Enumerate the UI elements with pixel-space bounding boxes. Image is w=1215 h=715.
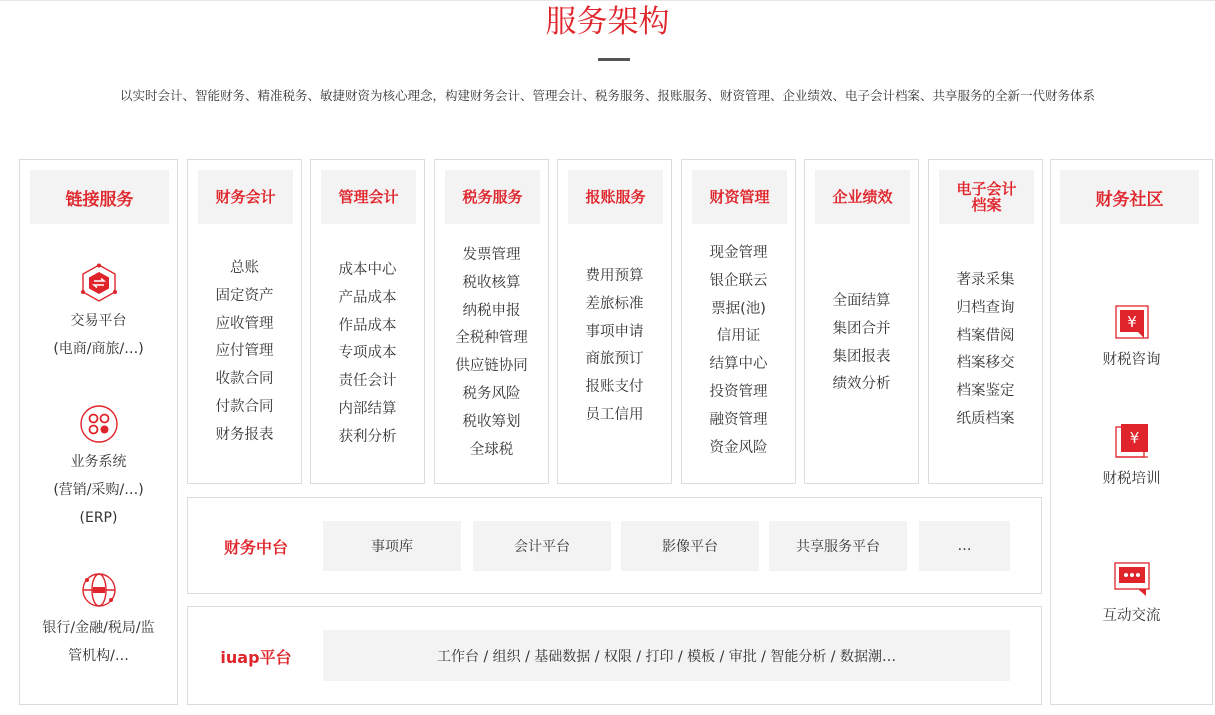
module-item: 档案鉴定	[956, 383, 1015, 400]
module-financial-accounting	[187, 159, 302, 484]
top-divider	[0, 0, 1215, 1]
module-item: 著录采集	[956, 272, 1015, 288]
module-expense-services	[557, 159, 672, 484]
right-item-consult	[1051, 302, 1212, 369]
bank-globe-icon	[79, 570, 119, 610]
chat-bubble-icon	[1112, 558, 1152, 598]
module-item: 内部结算	[338, 400, 397, 417]
right-item-training	[1051, 421, 1212, 488]
module-item: 固定资产	[215, 287, 274, 304]
page-subtitle: 以实时会计、智能财务、精准税务、敏捷财资为核心理念，构建财务会计、管理会计、税务服务、报账服务、财资管理、企业绩效、电子会计档案、共享服务的全新一代财务体系	[119, 88, 1095, 103]
module-item: 税务风险	[462, 385, 521, 402]
left-item-label: 银行/金融/税局/监	[42, 620, 155, 636]
iuap-capabilities: 工作台 / 组织 / 基础数据 / 权限 / 打印 / 模板 / 审批 / 智能分析 / 数据潮…	[323, 630, 1010, 681]
business-system-icon	[79, 404, 119, 444]
link-services-panel	[19, 159, 178, 705]
left-item-business	[20, 404, 177, 532]
page-title: 服务架构	[545, 4, 670, 40]
module-item-list	[311, 257, 424, 452]
module-item: 获利分析	[338, 428, 397, 445]
left-item-transaction	[20, 263, 177, 363]
right-item-label: 财税培训	[1102, 471, 1161, 487]
module-treasury-management	[681, 159, 796, 484]
module-item-list	[929, 267, 1042, 434]
module-item: 税收筹划	[462, 413, 521, 430]
module-item-list	[435, 242, 548, 464]
tax-training-icon	[1112, 421, 1152, 461]
module-item: 信用证	[716, 328, 761, 345]
module-item: 应付管理	[215, 343, 274, 360]
platform-chip: 会计平台	[473, 521, 611, 571]
module-item: 资金风险	[709, 439, 768, 456]
left-item-label: 管机构/…	[68, 648, 129, 664]
module-item: 收款合同	[215, 371, 274, 388]
module-title: 税务服务	[445, 170, 540, 224]
module-item: 纳税申报	[462, 302, 521, 319]
transaction-hexagon-icon	[79, 263, 119, 303]
platform-chip: 事项库	[323, 521, 461, 571]
finance-platform-label: 财务中台	[223, 538, 288, 557]
module-item: 成本中心	[338, 262, 397, 278]
module-title: 管理会计	[321, 170, 416, 224]
svg-text:¥: ¥	[1126, 313, 1137, 331]
iuap-platform-label: iuap平台	[220, 648, 292, 667]
module-item: 发票管理	[462, 247, 521, 263]
module-item: 报账支付	[585, 379, 644, 396]
module-item: 事项申请	[585, 323, 644, 340]
module-title: 财资管理	[692, 170, 787, 224]
platform-chip: …	[919, 521, 1010, 571]
module-item: 档案移交	[956, 355, 1015, 372]
finance-community-panel	[1050, 159, 1213, 705]
module-item: 作品成本	[338, 317, 397, 334]
module-item-list	[188, 255, 301, 450]
module-item: 应收管理	[215, 315, 274, 332]
module-title: 财务会计	[198, 170, 293, 224]
iuap-platform-row	[187, 606, 1042, 705]
module-item: 现金管理	[709, 245, 768, 261]
svg-text:¥: ¥	[1129, 429, 1139, 447]
module-item: 全税种管理	[455, 330, 528, 347]
module-item: 费用预算	[585, 268, 644, 284]
left-item-label: 交易平台	[70, 313, 127, 329]
module-tax-services	[434, 159, 549, 484]
module-enterprise-performance	[804, 159, 919, 484]
left-item-label: 业务系统	[70, 454, 127, 470]
module-item: 集团报表	[832, 348, 891, 365]
module-item: 付款合同	[215, 398, 274, 415]
module-electronic-archives	[928, 159, 1043, 484]
link-services-title: 链接服务	[30, 170, 169, 224]
left-item-bank	[20, 570, 177, 670]
module-item: 档案借阅	[956, 327, 1015, 344]
module-item: 专项成本	[338, 345, 397, 362]
module-item: 融资管理	[709, 411, 768, 428]
module-item-list	[682, 240, 795, 462]
left-item-note: (ERP)	[79, 510, 118, 526]
module-management-accounting	[310, 159, 425, 484]
module-item: 投资管理	[709, 383, 768, 400]
module-item: 差旅标准	[585, 295, 644, 312]
finance-platform-row	[187, 497, 1042, 594]
module-item: 票据(池)	[711, 300, 766, 317]
platform-chip: 影像平台	[621, 521, 759, 571]
tax-consult-icon	[1112, 302, 1152, 342]
module-item: 归档查询	[956, 299, 1015, 316]
platform-chip: 共享服务平台	[769, 521, 907, 571]
finance-community-title: 财务社区	[1060, 170, 1199, 224]
right-item-label: 财税咨询	[1102, 352, 1161, 368]
module-title: 电子会计档案	[939, 170, 1034, 224]
right-item-interaction	[1051, 558, 1212, 625]
left-item-note: (电商/商旅/…)	[53, 341, 144, 357]
module-item: 税收核算	[462, 274, 521, 291]
title-underline	[598, 58, 630, 61]
module-item: 商旅预订	[585, 351, 644, 368]
module-item: 全面结算	[832, 293, 891, 309]
module-item: 员工信用	[585, 406, 644, 423]
module-item: 结算中心	[709, 356, 768, 373]
right-item-label: 互动交流	[1102, 608, 1161, 624]
module-item: 产品成本	[338, 289, 397, 306]
module-item-list	[805, 288, 918, 399]
module-item: 责任会计	[338, 373, 397, 390]
module-item: 集团合并	[832, 320, 891, 337]
module-item: 全球税	[469, 441, 514, 458]
module-item: 供应链协同	[455, 358, 528, 375]
left-item-note: (营销/采购/…)	[53, 482, 144, 498]
module-title: 企业绩效	[815, 170, 910, 224]
module-item-list	[558, 263, 671, 430]
module-item: 纸质档案	[956, 410, 1015, 427]
module-item: 绩效分析	[832, 376, 891, 393]
module-title: 报账服务	[568, 170, 663, 224]
module-item: 银企联云	[709, 272, 768, 289]
module-item: 总账	[230, 260, 259, 276]
module-item: 财务报表	[215, 426, 274, 443]
